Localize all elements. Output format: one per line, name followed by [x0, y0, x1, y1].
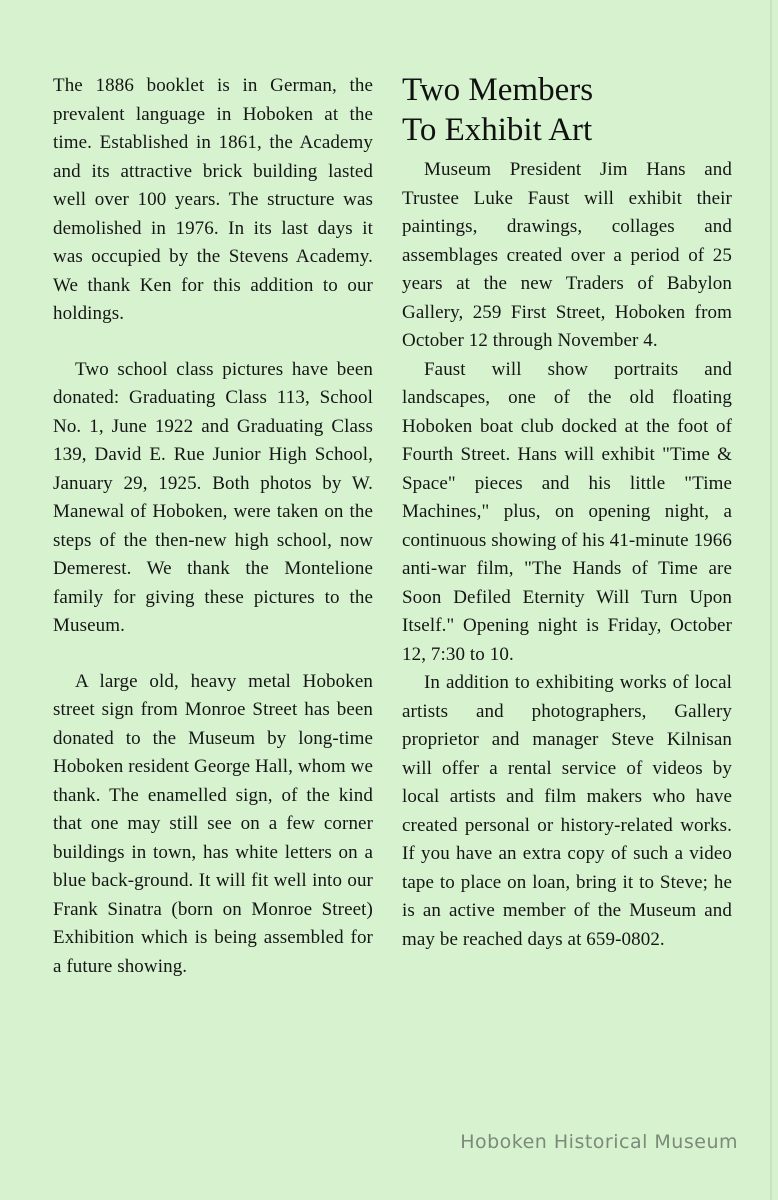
right-column: [402, 70, 732, 954]
academy-booklet-paragraph: The 1886 booklet is in German, the prevalent language in Hoboken at the time. Established in 1861, the Academy and its attractive brick building lasted well over 100 years. The structure was demolished in 1976. In its last days it was occupied by the Stevens Academy. We thank Ken for this addition to our holdings.: [53, 75, 373, 324]
street-sign-paragraph: A large old, heavy metal Hoboken street sign from Monroe Street has been donated to the Museum by long-time Hoboken resident George Hall, whom we thank. The enamelled sign, of the kind that one may still see on a few corner buildings in town, has white letters on a blue back-ground. It will fit well into our Frank Sinatra (born on Monroe Street) Exhibition which is being assembled for a future showing.: [53, 670, 373, 977]
exhibit-details-paragraph: Faust will show portraits and landscapes, one of the old floating Hoboken boat club docked at the foot of Fourth Street. Hans will exhibit "Time & Space" pieces and his little "Time Machines," plus, on opening night, a continuous showing of his 41-minute 1966 anti-war film, "The Hands of Time are Soon Defiled Eternity Will Turn Upon Itself." Opening night is Friday, October 12, 7:30 to 10.: [402, 358, 732, 665]
left-column: [53, 72, 373, 981]
headline-line-2: To Exhibit Art: [402, 112, 593, 148]
class-pictures-paragraph: Two school class pictures have been donated: Graduating Class 113, School No. 1, June 1922 and Graduating Class 139, David E. Rue Junior High School, January 29, 1925. Both photos by W. Manewal of Hoboken, were taken on the steps of the then-new high school, now Demerest. We thank the Montelione family for giving these pictures to the Museum.: [53, 358, 373, 636]
museum-watermark: Hoboken Historical Museum: [460, 1131, 738, 1153]
headline-line-1: Two Members: [402, 72, 594, 108]
article-headline: [402, 70, 732, 150]
video-rental-paragraph: In addition to exhibiting works of local artists and photographers, Gallery proprietor and manager Steve Kilnisan will offer a rental service of videos by local artists and film makers who have created personal or history-related works. If you have an extra copy of such a video tape to place on loan, bring it to Steve; he is an active member of the Museum and may be reached days at 659-0802.: [402, 672, 732, 950]
exhibit-announcement-paragraph: Museum President Jim Hans and Trustee Luke Faust will exhibit their paintings, drawings, collages and assemblages created over a period of 25 years at the new Traders of Babylon Gallery, 259 First Street, Hoboken from October 12 through November 4.: [402, 159, 732, 351]
